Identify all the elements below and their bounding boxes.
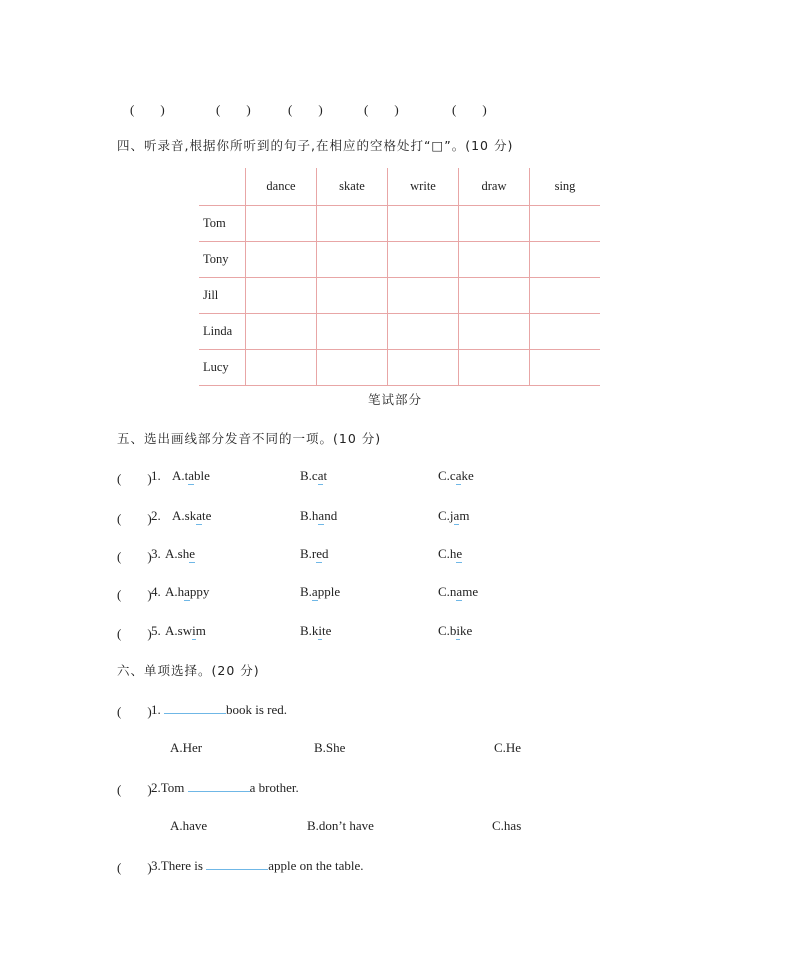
underlined-letter: e — [456, 546, 463, 561]
grid-cell[interactable] — [246, 278, 317, 314]
answer-bracket[interactable]: ( ) — [364, 102, 399, 117]
option-suffix: ppy — [189, 584, 210, 599]
grid-cell[interactable] — [459, 278, 530, 314]
grid-cell[interactable] — [459, 314, 530, 350]
grid-cell[interactable] — [530, 350, 601, 386]
column-header: draw — [459, 168, 530, 206]
row-header: Tom — [199, 206, 246, 242]
listening-grid — [199, 168, 600, 386]
option-suffix: pple — [317, 584, 341, 599]
row-header: Linda — [199, 314, 246, 350]
option-suffix: m — [459, 508, 470, 523]
option-c — [438, 508, 469, 525]
option-suffix: te — [322, 623, 332, 638]
option-suffix: nd — [324, 508, 338, 523]
underlined-letter: e — [316, 546, 323, 561]
corner-cell — [199, 168, 246, 206]
answer-bracket[interactable]: ( ) — [117, 549, 152, 564]
answer-bracket[interactable]: ( ) — [117, 471, 152, 486]
option-prefix: C.n — [438, 584, 457, 599]
column-header: skate — [317, 168, 388, 206]
option-c: C.has — [492, 818, 522, 833]
answer-bracket[interactable]: ( ) — [117, 782, 152, 797]
column-header: sing — [530, 168, 601, 206]
option-b — [300, 623, 331, 640]
option-prefix: B.h — [300, 508, 319, 523]
stem-suffix: apple on the table. — [268, 858, 364, 873]
grid-cell[interactable] — [246, 206, 317, 242]
row-header: Jill — [199, 278, 246, 314]
grid-cell[interactable] — [246, 350, 317, 386]
option-suffix: ble — [194, 468, 210, 483]
question-number: 3. — [151, 546, 161, 561]
grid-cell[interactable] — [530, 278, 601, 314]
option-b: B.She — [314, 740, 346, 755]
grid-cell[interactable] — [388, 206, 459, 242]
underlined-letter: a — [453, 508, 460, 523]
option-prefix: A.sk — [172, 508, 197, 523]
grid-cell[interactable] — [317, 350, 388, 386]
answer-bracket[interactable]: ( ) — [288, 102, 323, 117]
answer-bracket[interactable]: ( ) — [117, 587, 152, 602]
option-a: A.have — [170, 818, 208, 833]
option-suffix: ke — [460, 623, 473, 638]
option-c: C.He — [494, 740, 522, 755]
grid-cell[interactable] — [388, 278, 459, 314]
option-prefix: A.h — [165, 584, 185, 599]
stem-prefix: 2.Tom — [151, 780, 185, 795]
underlined-letter: a — [311, 584, 318, 599]
option-suffix: te — [201, 508, 212, 523]
answer-bracket[interactable]: ( ) — [130, 102, 165, 117]
option-a — [172, 468, 210, 485]
question-number: 2. — [151, 508, 161, 523]
underlined-letter: a — [456, 584, 463, 599]
option-b — [300, 508, 337, 525]
answer-bracket[interactable]: ( ) — [117, 860, 152, 875]
grid-cell[interactable] — [246, 314, 317, 350]
option-prefix: C.j — [438, 508, 454, 523]
grid-cell[interactable] — [317, 242, 388, 278]
option-prefix: A.t — [172, 468, 189, 483]
option-suffix: m — [195, 623, 206, 638]
option-c — [438, 584, 478, 601]
underlined-letter: a — [184, 584, 190, 599]
option-suffix: me — [462, 584, 479, 599]
column-header: dance — [246, 168, 317, 206]
row-header: Lucy — [199, 350, 246, 386]
grid-cell[interactable] — [459, 206, 530, 242]
column-header: write — [388, 168, 459, 206]
answer-blank[interactable] — [206, 857, 268, 870]
option-c — [438, 623, 472, 640]
option-suffix: ke — [461, 468, 474, 483]
underlined-letter: i — [456, 623, 461, 638]
answer-bracket[interactable]: ( ) — [216, 102, 251, 117]
stem-prefix: 1. — [151, 702, 161, 717]
answer-blank[interactable] — [164, 701, 226, 714]
question-stem — [151, 857, 364, 874]
option-a — [165, 584, 209, 601]
question-number: 1. — [151, 468, 161, 483]
underlined-letter: e — [189, 546, 195, 561]
grid-cell[interactable] — [388, 242, 459, 278]
underlined-letter: a — [318, 508, 325, 523]
option-b — [300, 546, 329, 563]
answer-blank[interactable] — [188, 779, 250, 792]
option-a — [165, 623, 206, 640]
stem-suffix: a brother. — [249, 780, 299, 795]
option-a: A.Her — [170, 740, 203, 755]
grid-cell[interactable] — [388, 350, 459, 386]
underlined-letter: i — [192, 623, 196, 638]
grid-cell[interactable] — [317, 206, 388, 242]
grid-cell[interactable] — [317, 314, 388, 350]
option-prefix: B. — [300, 584, 312, 599]
underlined-letter: i — [318, 623, 323, 638]
option-prefix: B.k — [300, 623, 319, 638]
grid-cell[interactable] — [317, 278, 388, 314]
underlined-letter: a — [188, 468, 195, 483]
option-prefix: C.b — [438, 623, 457, 638]
option-suffix: t — [323, 468, 328, 483]
stem-prefix: 3.There is — [151, 858, 203, 873]
option-b — [300, 468, 327, 485]
option-prefix: C.h — [438, 546, 457, 561]
grid-cell[interactable] — [459, 242, 530, 278]
grid-cell[interactable] — [530, 314, 601, 350]
stem-suffix: book is red. — [226, 702, 288, 717]
option-prefix: B.c — [300, 468, 318, 483]
underlined-letter: a — [317, 468, 324, 483]
underlined-letter: a — [196, 508, 202, 523]
option-prefix: C.c — [438, 468, 456, 483]
section4-title: 四、听录音,根据你所听到的句子,在相应的空格处打“□”。(10 分) — [117, 138, 514, 153]
grid-cell[interactable] — [530, 206, 601, 242]
grid-cell[interactable] — [459, 350, 530, 386]
option-c — [438, 546, 462, 563]
question-stem — [151, 701, 287, 718]
grid-cell[interactable] — [388, 314, 459, 350]
option-c — [438, 468, 474, 485]
section5-title: 五、选出画线部分发音不同的一项。(10 分) — [117, 431, 382, 446]
option-b: B.don’t have — [307, 818, 374, 833]
answer-bracket[interactable]: ( ) — [117, 704, 152, 719]
option-prefix: B.r — [300, 546, 317, 561]
answer-bracket[interactable]: ( ) — [452, 102, 487, 117]
underlined-letter: a — [455, 468, 462, 483]
question-number: 4. — [151, 584, 161, 599]
question-number: 5. — [151, 623, 161, 638]
answer-bracket[interactable]: ( ) — [117, 626, 152, 641]
section6-title: 六、单项选择。(20 分) — [117, 663, 260, 678]
written-part-caption: 笔试部分 — [368, 392, 423, 407]
answer-bracket[interactable]: ( ) — [117, 511, 152, 526]
row-header: Tony — [199, 242, 246, 278]
grid-cell[interactable] — [246, 242, 317, 278]
option-suffix: d — [322, 546, 329, 561]
option-prefix: A.sw — [165, 623, 193, 638]
option-prefix: A.sh — [165, 546, 190, 561]
option-a — [165, 546, 195, 563]
option-a — [172, 508, 211, 525]
question-stem — [151, 779, 299, 796]
option-b — [300, 584, 340, 601]
grid-cell[interactable] — [530, 242, 601, 278]
